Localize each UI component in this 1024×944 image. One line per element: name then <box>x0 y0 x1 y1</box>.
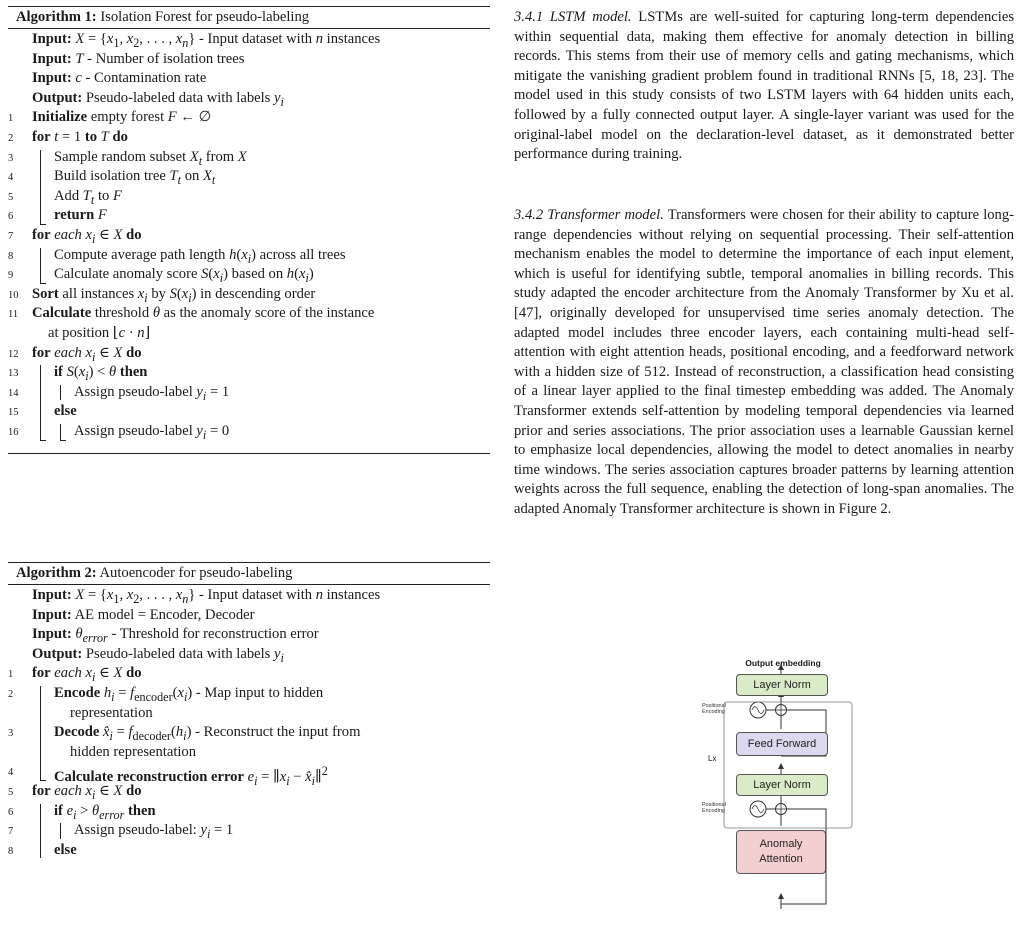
lstm-text: LSTMs are well-suited for capturing long-term dependencies within sequential data, making them effective for anomaly detection in billing records. This stems from their use of memory cells and gating mechanisms, which mitigate the vanishing gradient problem found in traditional RNNs [5, 18, 23]. The model used in this study consists of two LSTM layers with 64 hidden units each, followed by a fully connected output layer. A single-layer variant was used for the original-label model on the declaration-level dataset, as it demonstrated better performance during training. <box>514 9 1014 163</box>
line-text: Calculate reconstruction error $e_i$ = $\parallel x_i$ − $x̂_i\parallel^2$ <box>54 764 328 789</box>
feed-forward-block: Feed Forward <box>736 732 828 756</box>
anomaly-attention-line1: Anomaly <box>759 838 803 850</box>
line-text: Calculate threshold θ as the anomaly score of the instance <box>32 305 375 322</box>
transformer-paragraph <box>514 206 1014 520</box>
algorithm-line <box>8 89 490 109</box>
positional-encoding-top-label <box>702 703 726 715</box>
algorithm-2-title: Autoencoder for pseudo-labeling <box>99 565 293 581</box>
algorithm-line <box>8 363 490 383</box>
line-text: Assign pseudo-label $y_i = 1$ <box>74 383 230 403</box>
algorithm-line <box>8 246 490 266</box>
block-bar <box>40 150 41 224</box>
line-text: hidden representation <box>70 743 197 760</box>
line-number: 2 <box>8 132 14 144</box>
algorithm-line <box>8 167 490 187</box>
line-number: 11 <box>8 309 19 321</box>
algorithm-line <box>8 108 490 128</box>
algorithm-line <box>8 586 490 606</box>
algorithm-line <box>8 422 490 442</box>
line-number: 4 <box>8 172 14 184</box>
algorithm-line <box>8 148 490 168</box>
transformer-text: Transformers were chosen for their ability to capture long-range dependencies without relying on sequential processing. Their self-attention mechanism enables the model to determine the importance of each input element, which is useful for identifying subtle, temporal anomalies in billing records. This study adapted the encoder architecture from the Anomaly Transformer by Xu et al. [47], originally developed for unsupervised time series anomaly detection. The adapted model includes three encoder layers, each containing multi-head self-attention with eight attention heads, positional encoding, and a feedforward network with a hidden size of 512. Instead of reconstruction, a classification head consisting of a linear layer applied to the final timestep embedding was added. The Anomaly Transformer extends self-attention by modeling temporal dependencies via learned prior and series associations. The prior association uses a learnable Gaussian kernel to emphasize local dependencies, allowing the model to detect anomalies in nearby time windows. The series association captures broader patterns by learning attention weights across the full sequence, enabling the detection of long-span anomalies. The adapted Anomaly Transformer architecture is shown in Figure 2. <box>514 207 1014 517</box>
line-text: for each $x_i$ ∈ X do <box>32 344 142 364</box>
block-bar-foot <box>40 780 46 781</box>
algorithm-1-bottom-rule <box>8 453 490 454</box>
line-number: 13 <box>8 368 19 380</box>
algorithm-line <box>8 645 490 665</box>
block-bar-foot <box>60 440 66 441</box>
line-text: Input: c - Contamination rate <box>32 70 207 87</box>
line-text: for each $x_i$ ∈ X do <box>32 226 142 246</box>
line-number: 7 <box>8 230 14 242</box>
algorithm-line <box>8 704 490 724</box>
algorithm-line <box>8 743 490 763</box>
anomaly-attention-line2: Attention <box>759 853 803 865</box>
positional-encoding-bottom-line2: Encoding <box>702 808 725 814</box>
algorithm-1-caption <box>8 7 490 28</box>
line-text: Sample random subset $X_t$ from X <box>54 148 247 168</box>
lx-label: Lx <box>708 754 717 763</box>
block-bar <box>60 424 61 440</box>
line-number: 9 <box>8 270 14 282</box>
positional-encoding-top-line1: Positional <box>702 703 726 709</box>
line-text: Add $T_t$ to F <box>54 187 122 207</box>
line-text: for t = 1 to T do <box>32 128 128 145</box>
algorithm-line <box>8 304 490 324</box>
lstm-paragraph <box>514 8 1014 165</box>
line-text: Input: T - Number of isolation trees <box>32 50 245 67</box>
line-number: 1 <box>8 669 14 681</box>
line-number: 14 <box>8 387 19 399</box>
line-text: Decode $x̂_i = f_{decoder}(h_i)$ - Reconstruct the input from <box>54 724 361 744</box>
line-number: 6 <box>8 211 14 223</box>
lstm-heading: 3.4.1 LSTM model. <box>514 9 632 25</box>
algorithm-line <box>8 782 490 802</box>
block-bar <box>40 248 41 283</box>
line-text: at position ⌊c · n⌋ <box>48 324 151 341</box>
line-number: 8 <box>8 250 14 262</box>
algorithm-1-label: Algorithm 1: <box>16 9 97 25</box>
line-number: 3 <box>8 152 14 164</box>
algorithm-line <box>8 206 490 226</box>
transformer-architecture-figure <box>700 658 860 944</box>
line-number: 3 <box>8 728 14 740</box>
line-number: 10 <box>8 289 19 301</box>
algorithm-line <box>8 383 490 403</box>
block-bar <box>40 365 41 439</box>
algorithm-line <box>8 324 490 344</box>
line-text: for each $x_i$ ∈ X do <box>32 782 142 802</box>
line-text: Build isolation tree $T_t$ on $X_t$ <box>54 168 216 188</box>
transformer-heading: 3.4.2 Transformer model. <box>514 207 664 223</box>
algorithm-2-body <box>8 585 490 860</box>
line-text: representation <box>70 704 153 721</box>
line-text: Compute average path length $h(x_i)$ across all trees <box>54 246 346 266</box>
layer-norm-top-block: Layer Norm <box>736 674 828 696</box>
block-bar-foot <box>40 224 46 225</box>
positional-encoding-bottom-label <box>702 802 726 814</box>
line-number: 7 <box>8 826 14 838</box>
line-text: return F <box>54 207 107 224</box>
line-text: for each $x_i$ ∈ X do <box>32 665 142 685</box>
algorithm-2-caption <box>8 563 490 584</box>
algorithm-line <box>8 762 490 789</box>
algorithm-line <box>8 841 490 861</box>
line-text: Assign pseudo-label: $y_i = 1$ <box>74 822 234 842</box>
algorithm-1-body <box>8 29 490 441</box>
block-bar <box>60 385 61 401</box>
line-text: Sort all instances $x_i$ by $S(x_i)$ in descending order <box>32 285 316 305</box>
line-text: Output: Pseudo-labeled data with labels $y_i$ <box>32 645 284 665</box>
line-number: 5 <box>8 786 14 798</box>
algorithm-2 <box>8 562 490 860</box>
algorithm-line <box>8 402 490 422</box>
line-text: Output: Pseudo-labeled data with labels $y_i$ <box>32 89 284 109</box>
block-bar-foot <box>40 283 46 284</box>
algorithm-line <box>8 128 490 148</box>
algorithm-line <box>8 802 490 822</box>
line-number: 1 <box>8 113 14 125</box>
line-number: 8 <box>8 845 14 857</box>
line-number: 2 <box>8 688 14 700</box>
line-number: 15 <box>8 407 19 419</box>
algorithm-line <box>8 606 490 626</box>
block-bar <box>60 823 61 839</box>
line-number: 16 <box>8 426 19 438</box>
algorithm-line <box>8 69 490 89</box>
algorithm-line <box>8 187 490 207</box>
line-text: if $S(x_i) < \theta$ then <box>54 364 148 383</box>
block-bar-foot <box>40 440 46 441</box>
line-text: Assign pseudo-label $y_i = 0$ <box>74 422 230 442</box>
algorithm-line <box>8 285 490 305</box>
output-embedding-label: Output embedding <box>745 658 821 668</box>
algorithm-line <box>8 664 490 684</box>
line-text: Input: $X = \{x_1$, $x_2$, . . . , $x_n$} - Input dataset with n instances <box>32 587 381 606</box>
positional-encoding-top-line2: Encoding <box>702 709 725 715</box>
line-number: 4 <box>8 767 14 779</box>
algorithm-line <box>8 226 490 246</box>
algorithm-1-title: Isolation Forest for pseudo-labeling <box>100 9 310 25</box>
line-text: Calculate anomaly score $S(x_i)$ based on $h(x_i)$ <box>54 266 314 286</box>
line-text: Initialize empty forest F ← ∅ <box>32 109 212 126</box>
algorithm-line <box>8 723 490 743</box>
algorithm-line <box>8 684 490 704</box>
algorithm-1 <box>8 6 490 454</box>
block-bar <box>40 804 41 859</box>
line-text: else <box>54 841 77 858</box>
line-text: Encode $h_i = f_{encoder}(x_i)$ - Map input to hidden <box>54 684 324 704</box>
anomaly-attention-block <box>736 830 826 874</box>
line-text: else <box>54 403 77 420</box>
positional-encoding-bottom-line1: Positional <box>702 802 726 808</box>
algorithm-line <box>8 50 490 70</box>
line-text: Input: AE model = Encoder, Decoder <box>32 606 255 623</box>
line-number: 6 <box>8 806 14 818</box>
line-number: 5 <box>8 191 14 203</box>
algorithm-line <box>8 265 490 285</box>
line-text: Input: $X = \{x_1$, $x_2$, . . . , $x_n$} - Input dataset with n instances <box>32 31 381 50</box>
line-number: 12 <box>8 348 19 360</box>
algorithm-2-label: Algorithm 2: <box>16 565 97 581</box>
line-text: Input: $\theta_{error}$ - Threshold for reconstruction error <box>32 626 319 646</box>
algorithm-line <box>8 344 490 364</box>
algorithm-line <box>8 821 490 841</box>
algorithm-line <box>8 625 490 645</box>
line-text: if $e_i > \theta_{error}$ then <box>54 802 156 822</box>
algorithm-line <box>8 30 490 50</box>
block-bar <box>40 686 41 780</box>
layer-norm-bottom-block: Layer Norm <box>736 774 828 796</box>
